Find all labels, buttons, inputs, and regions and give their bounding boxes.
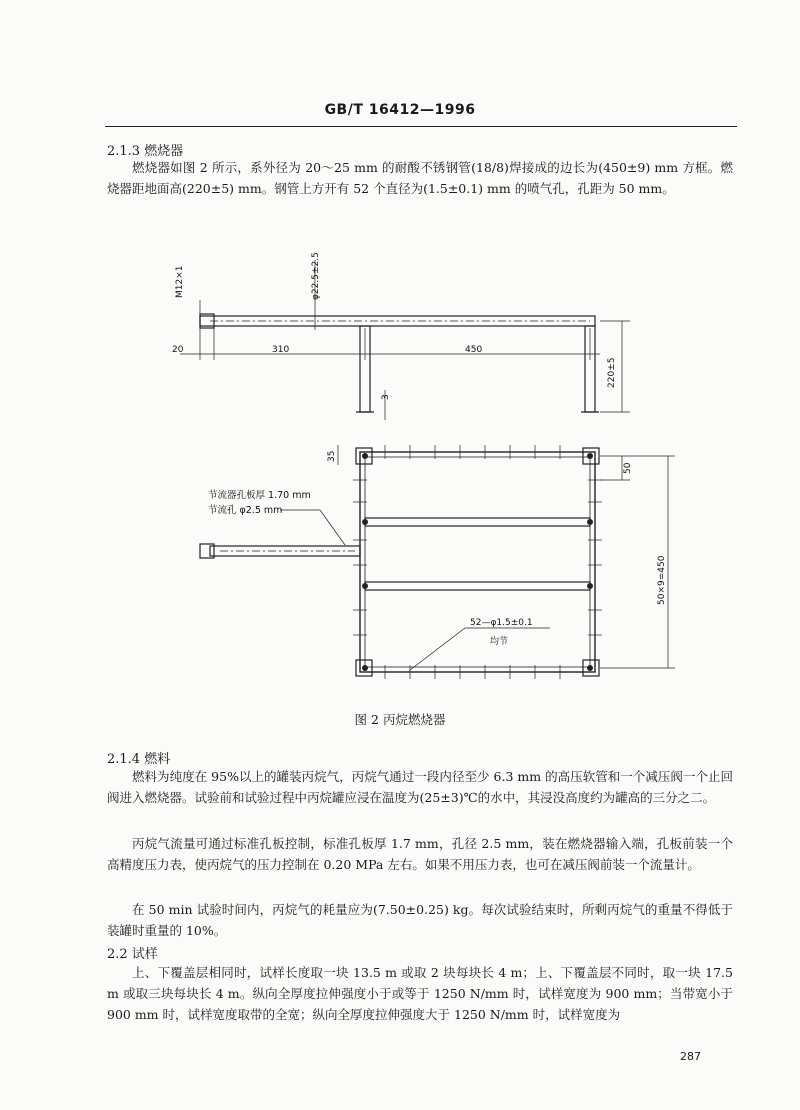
label-orifice-plate: 节流器孔板厚 1.70 mm xyxy=(208,490,311,501)
label-3: 3 xyxy=(381,394,391,400)
label-50: 50 xyxy=(623,462,633,474)
propane-burner-figure xyxy=(160,240,700,690)
label-220: 220±5 xyxy=(607,357,617,388)
section-2-1-4-heading: 2.1.4 燃料 xyxy=(107,752,171,767)
section-2-1-4-paragraph-1: 燃料为纯度在 95%以上的罐装丙烷气，丙烷气通过一段内径至少 6.3 mm 的高压软管和一个减压阀一个止回阀进入燃烧器。试验前和试验过程中丙烷罐应浸在温度为(25±3)℃的水中，其浸没高度约为罐高的三分之二。 xyxy=(107,769,733,805)
section-2-1-3-paragraph: 燃烧器如图 2 所示，系外径为 20～25 mm 的耐酸不锈钢管(18/8)焊接成的边长为(450±9) mm 方框。燃烧器距地面高(220±5) mm。钢管上方开有 52 个直径为(1.5±0.1) mm 的喷气孔，孔距为 50 mm。 xyxy=(107,160,733,196)
header-rule xyxy=(105,126,737,127)
label-phi: φ22.5±2.5 xyxy=(311,252,321,300)
section-2-1-4-paragraph-2: 丙烷气流量可通过标准孔板控制，标准孔板厚 1.7 mm，孔径 2.5 mm，装在燃烧器输入端，孔板前装一个高精度压力表，使丙烷气的压力控制在 0.20 MPa 左右。如果不用压力表，也可在减压阀前装一个流量计。 xyxy=(107,836,733,872)
label-even: 均节 xyxy=(490,637,509,647)
figure-caption: 图 2 丙烷燃烧器 xyxy=(354,712,446,727)
label-35: 35 xyxy=(327,450,337,462)
section-2-1-4-paragraph-3: 在 50 min 试验时间内，丙烷气的耗量应为(7.50±0.25) kg。每次试验结束时，所剩丙烷气的重量不得低于装罐时重量的 10%。 xyxy=(107,902,733,938)
label-450: 450 xyxy=(465,345,483,355)
section-2-2-paragraph: 上、下覆盖层相同时，试样长度取一块 13.5 m 或取 2 块每块长 4 m；上、下覆盖层不同时，取一块 17.5 m 或取三块每块长 4 m。纵向全厚度拉伸强度小于或等于 1250 N/mm 时，试样宽度为 900 mm；当带宽小于 900 mm 时，试样宽度取带的全宽；纵向全厚度拉伸强度大于 1250 N/mm 时，试样宽度为 xyxy=(107,965,733,1022)
gas-holes xyxy=(353,445,602,679)
label-310: 310 xyxy=(272,345,290,355)
label-orifice-hole: 节流孔 φ2.5 mm xyxy=(208,505,283,516)
label-holes: 52—φ1.5±0.1 xyxy=(470,618,533,628)
section-2-1-3-heading: 2.1.3 燃烧器 xyxy=(107,144,184,159)
label-20: 20 xyxy=(172,345,184,355)
burner-frame xyxy=(360,452,595,672)
section-2-2-heading: 2.2 试样 xyxy=(107,947,158,962)
label-50x9: 50×9=450 xyxy=(657,555,667,605)
label-m12: M12×1 xyxy=(175,265,185,298)
document-header: GB/T 16412—1996 xyxy=(324,102,476,118)
page-number: 287 xyxy=(680,1050,701,1063)
